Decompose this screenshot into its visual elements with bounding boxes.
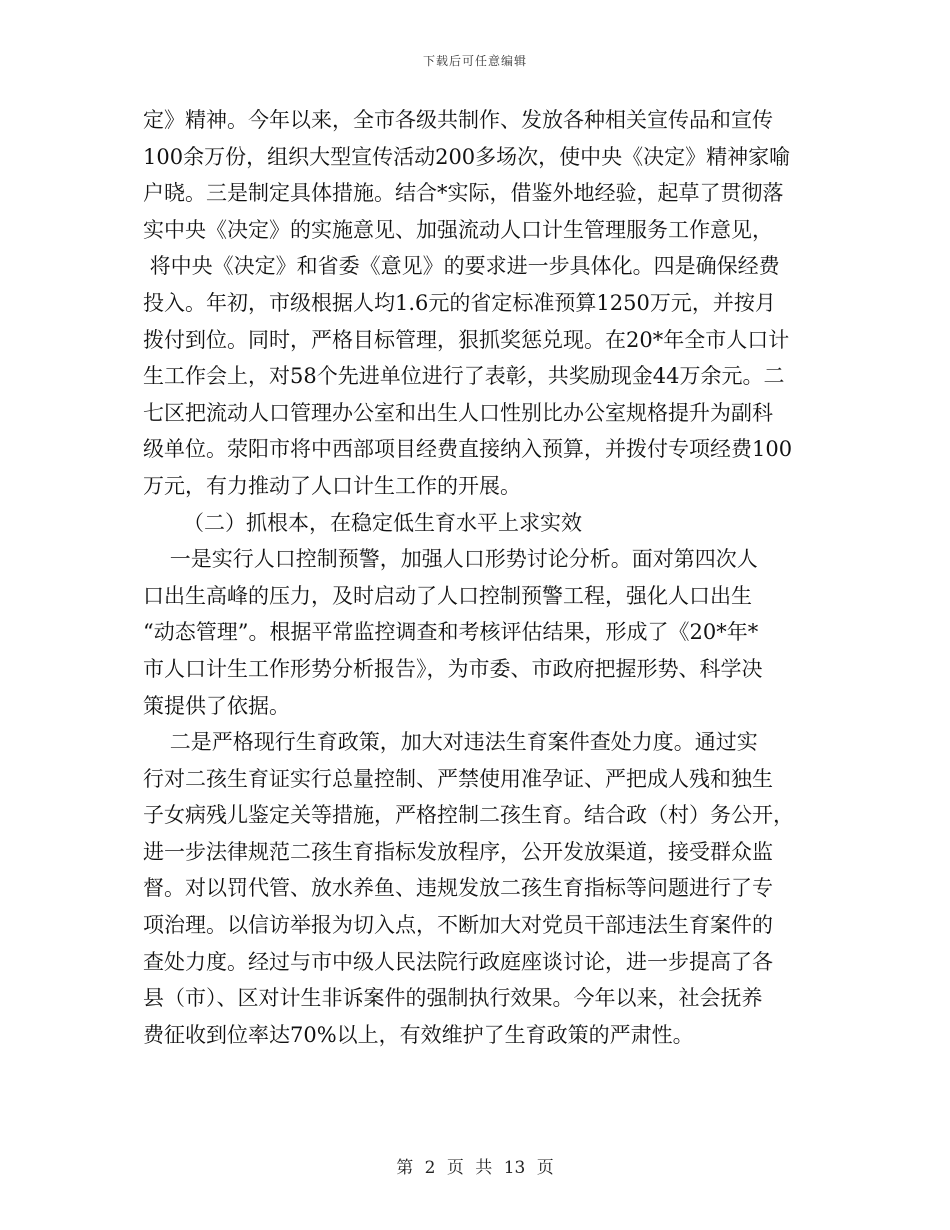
body-line: 策提供了依据。 <box>143 693 290 718</box>
body-line: “动态管理”。根据平常监控调查和考核评估结果，形成了《20*年* <box>143 620 759 645</box>
body-line: 生工作会上，对58个先进单位进行了表彰，共奖励现金44万余元。二 <box>143 364 785 389</box>
document-body <box>143 102 813 1053</box>
body-line: 县（市）、区对计生非诉案件的强制执行效果。今年以来，社会抚养 <box>143 986 763 1011</box>
body-line: 费征收到位率达70%以上，有效维护了生育政策的严肃性。 <box>143 1022 694 1047</box>
body-line: 将中央《决定》和省委《意见》的要求进一步具体化。四是确保经费 <box>143 254 780 279</box>
paragraph-start: 一是实行人口控制预警，加强人口形势讨论分析。面对第四次人 <box>143 547 758 572</box>
body-line: 查处力度。经过与市中级人民法院行政庭座谈讨论，进一步提高了各 <box>143 949 773 974</box>
body-line: 进一步法律规范二孩生育指标发放程序，公开发放渠道，接受群众监 <box>143 839 773 864</box>
body-line: 万元，有力推动了人口计生工作的开展。 <box>143 473 521 498</box>
body-line: 七区把流动人口管理办公室和出生人口性别比办公室规格提升为副科 <box>143 400 773 425</box>
page-header: 下载后可任意编辑 <box>422 54 527 68</box>
body-line: 口出生高峰的压力，及时启动了人口控制预警工程，强化人口出生 <box>143 583 752 608</box>
body-line: 定》精神。今年以来，全市各级共制作、发放各种相关宣传品和宣传 <box>143 108 773 132</box>
body-line: 户晓。三是制定具体措施。结合*实际，借鉴外地经验，起草了贯彻落 <box>143 181 784 206</box>
paragraph-start: 二是严格现行生育政策，加大对违法生育案件查处力度。通过实 <box>143 730 758 755</box>
body-line: 实中央《决定》的实施意见、加强流动人口计生管理服务工作意见， <box>143 217 773 242</box>
body-line: 子女病残儿鉴定关等措施，严格控制二孩生育。结合政（村）务公开， <box>143 803 794 828</box>
body-line: 100余万份，组织大型宣传活动200多场次，使中央《决定》精神家喻 <box>143 144 791 169</box>
body-line: 市人口计生工作形势分析报告》，为市委、市政府把握形势、科学决 <box>143 656 763 681</box>
body-line: 督。对以罚代管、放水养鱼、违规发放二孩生育指标等问题进行了专 <box>143 876 773 901</box>
body-line: 级单位。荥阳市将中西部项目经费直接纳入预算，并拨付专项经费100 <box>143 437 793 462</box>
body-line: 项治理。以信访举报为切入点，不断加大对党员干部违法生育案件的 <box>143 913 773 938</box>
body-line: 投入。年初，市级根据人均1.6元的省定标准预算1250万元，并按月 <box>143 290 776 315</box>
body-line: 行对二孩生育证实行总量控制、严禁使用准孕证、严把成人残和独生 <box>143 766 773 791</box>
body-line: 拨付到位。同时，严格目标管理，狠抓奖惩兑现。在20*年全市人口计 <box>143 327 790 352</box>
page-number-footer: 第 2 页 共 13 页 <box>396 1158 554 1178</box>
section-heading: （二）抓根本，在稳定低生育水平上求实效 <box>143 510 583 535</box>
